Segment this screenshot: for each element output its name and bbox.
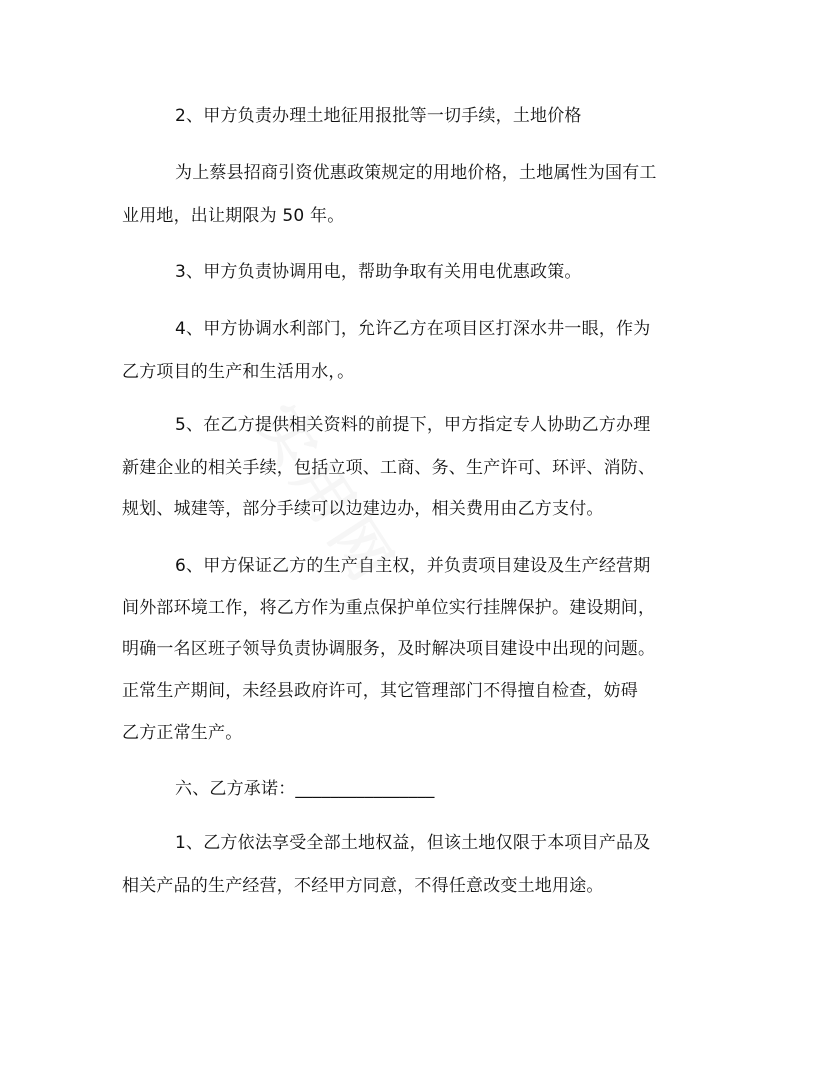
clause-5-line-2: 新建企业的相关手续，包括立项、工商、务、生产许可、环评、消防、 [122,458,656,478]
clause-6-line-4: 正常生产期间，未经县政府许可，其它管理部门不得擅自检查，妨碍 [122,681,638,701]
clause-4-line-1: 4、甲方协调水利部门，允许乙方在项目区打深水井一眼，作为 [175,319,651,339]
clause-2-line-2: 为上蔡县招商引资优惠政策规定的用地价格，土地属性为国有工 [175,163,657,183]
clause-3-line-1: 3、甲方负责协调用电，帮助争取有关用电优惠政策。 [175,262,582,282]
clause-6-line-2: 间外部环境工作，将乙方作为重点保护单位实行挂牌保护。建设期间， [122,598,656,618]
clause-5-line-3: 规划、城建等，部分手续可以边建边办，相关费用由乙方支付。 [122,499,604,519]
clause-2-line-1: 2、甲方负责办理土地征用报批等一切手续，土地价格 [175,106,582,126]
commitment-1-line-1: 1、乙方依法享受全部土地权益，但该土地仅限于本项目产品及 [175,833,651,853]
clause-6-line-3: 明确一名区班子领导负责协调服务，及时解决项目建设中出现的问题。 [122,639,656,659]
clause-6-line-1: 6、甲方保证乙方的生产自主权，并负责项目建设及生产经营期 [175,556,651,576]
commitment-1-line-2: 相关产品的生产经营，不经甲方同意，不得任意改变土地用途。 [122,876,604,896]
section-6-heading: 六、乙方承诺：________________ [175,779,435,799]
clause-5-line-1: 5、在乙方提供相关资料的前提下，甲方指定专人协助乙方办理 [175,415,651,435]
clause-4-line-2: 乙方项目的生产和生活用水，。 [122,362,355,382]
clause-2-line-3: 业用地，出让期限为 50 年。 [122,206,345,226]
clause-6-line-5: 乙方正常生产。 [122,723,243,743]
